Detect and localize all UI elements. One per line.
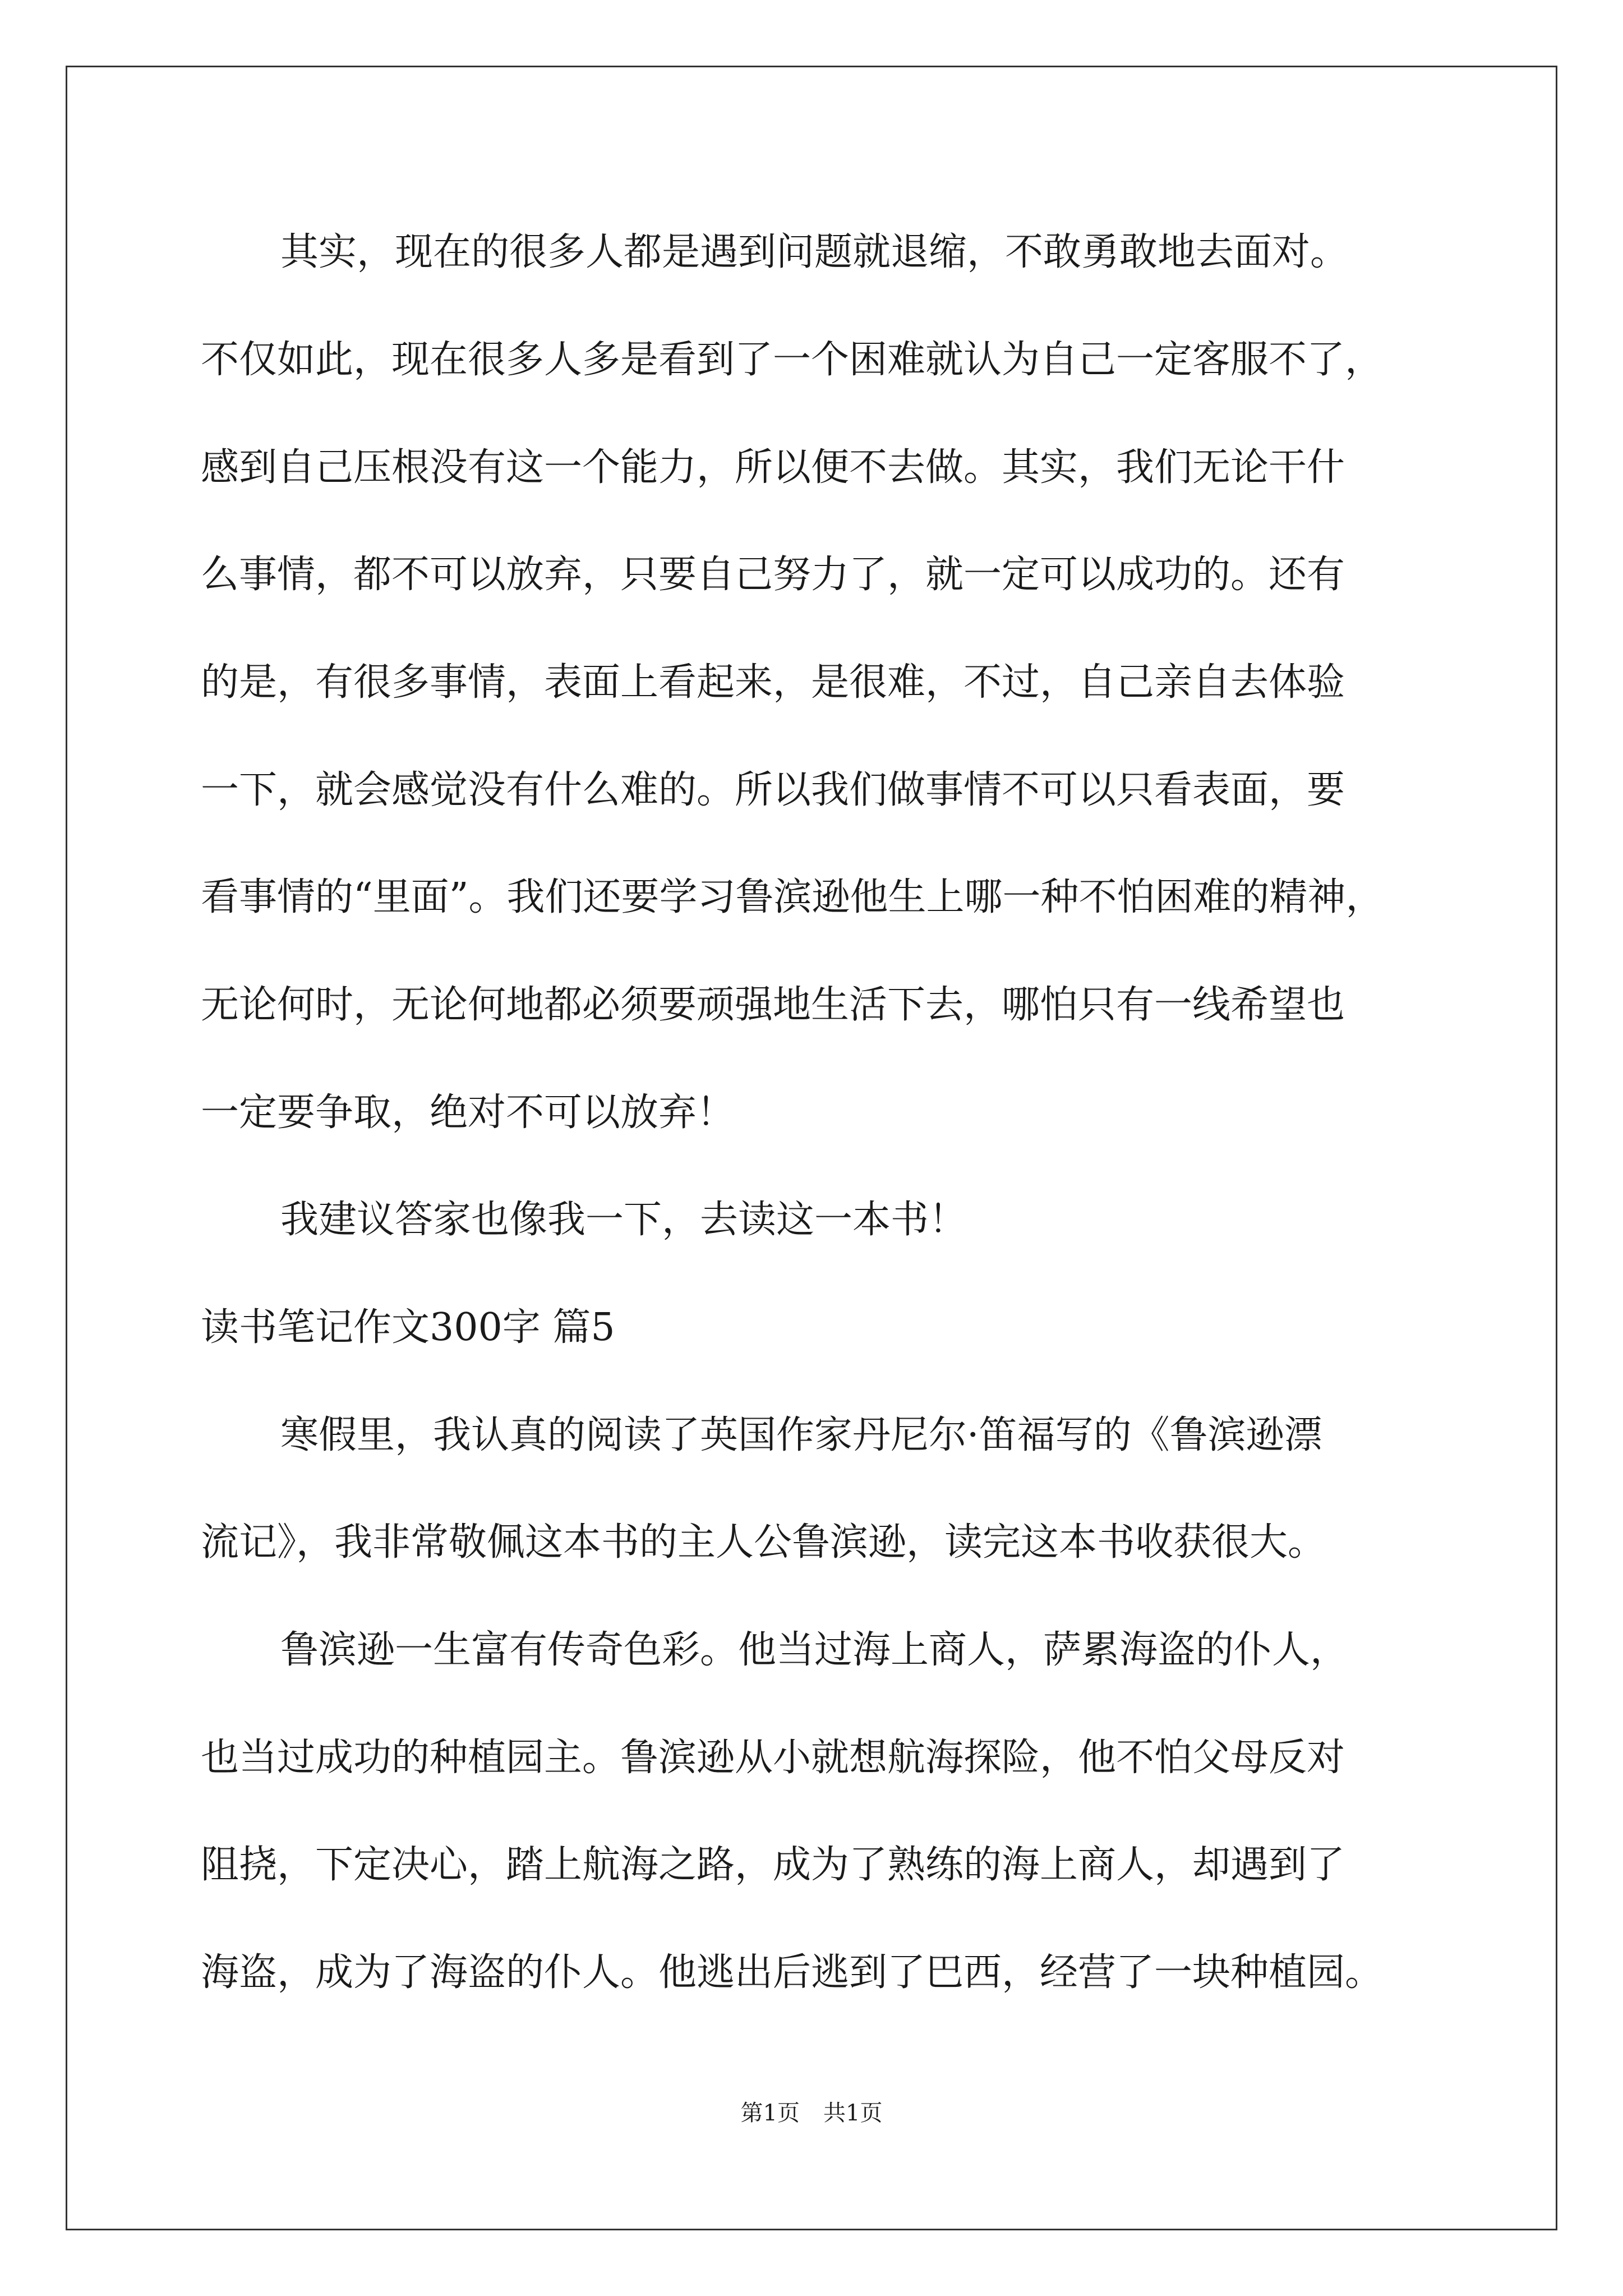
paragraph-line: 一定要争取，绝对不可以放弃！	[201, 1091, 735, 1135]
page-number: 第1页	[740, 2100, 800, 2126]
paragraph-line: 不仅如此，现在很多人多是看到了一个困难就认为自己一定客服不了，	[201, 338, 1384, 382]
paragraph-line: 流记》，我非常敬佩这本书的主人公鲁滨逊，读完这本书收获很大。	[201, 1520, 1326, 1565]
page-total: 共1页	[823, 2100, 883, 2126]
paragraph-line: 鲁滨逊一生富有传奇色彩。他当过海上商人，萨累海盗的仆人，	[280, 1628, 1349, 1672]
section-heading: 读书笔记作文300字 篇5	[201, 1305, 615, 1350]
paragraph-line: 我建议答家也像我一下，去读这一本书！	[280, 1198, 967, 1242]
page-footer	[0, 2099, 1623, 2127]
paragraph-line: 一下，就会感觉没有什么难的。所以我们做事情不可以只看表面，要	[201, 768, 1345, 812]
paragraph-line: 其实，现在的很多人都是遇到问题就退缩，不敢勇敢地去面对。	[280, 230, 1349, 274]
paragraph-line: 也当过成功的种植园主。鲁滨逊从小就想航海探险，他不怕父母反对	[201, 1736, 1345, 1780]
paragraph-line: 的是，有很多事情，表面上看起来，是很难，不过，自己亲自去体验	[201, 660, 1345, 705]
page-border	[66, 66, 1557, 2230]
paragraph-line: 么事情，都不可以放弃，只要自己努力了，就一定可以成功的。还有	[201, 553, 1345, 597]
paragraph-line: 看事情的“里面”。我们还要学习鲁滨逊他生上哪一种不怕困难的精神，	[201, 875, 1384, 919]
paragraph-line: 感到自己压根没有这一个能力，所以便不去做。其实，我们无论干什	[201, 445, 1345, 490]
paragraph-line: 寒假里，我认真的阅读了英国作家丹尼尔·笛福写的《鲁滨逊漂	[280, 1413, 1322, 1457]
paragraph-line: 阻挠，下定决心，踏上航海之路，成为了熟练的海上商人，却遇到了	[201, 1843, 1345, 1887]
paragraph-line: 海盗，成为了海盗的仆人。他逃出后逃到了巴西，经营了一块种植园。	[201, 1950, 1384, 1995]
paragraph-line: 无论何时，无论何地都必须要顽强地生活下去，哪怕只有一线希望也	[201, 983, 1345, 1027]
